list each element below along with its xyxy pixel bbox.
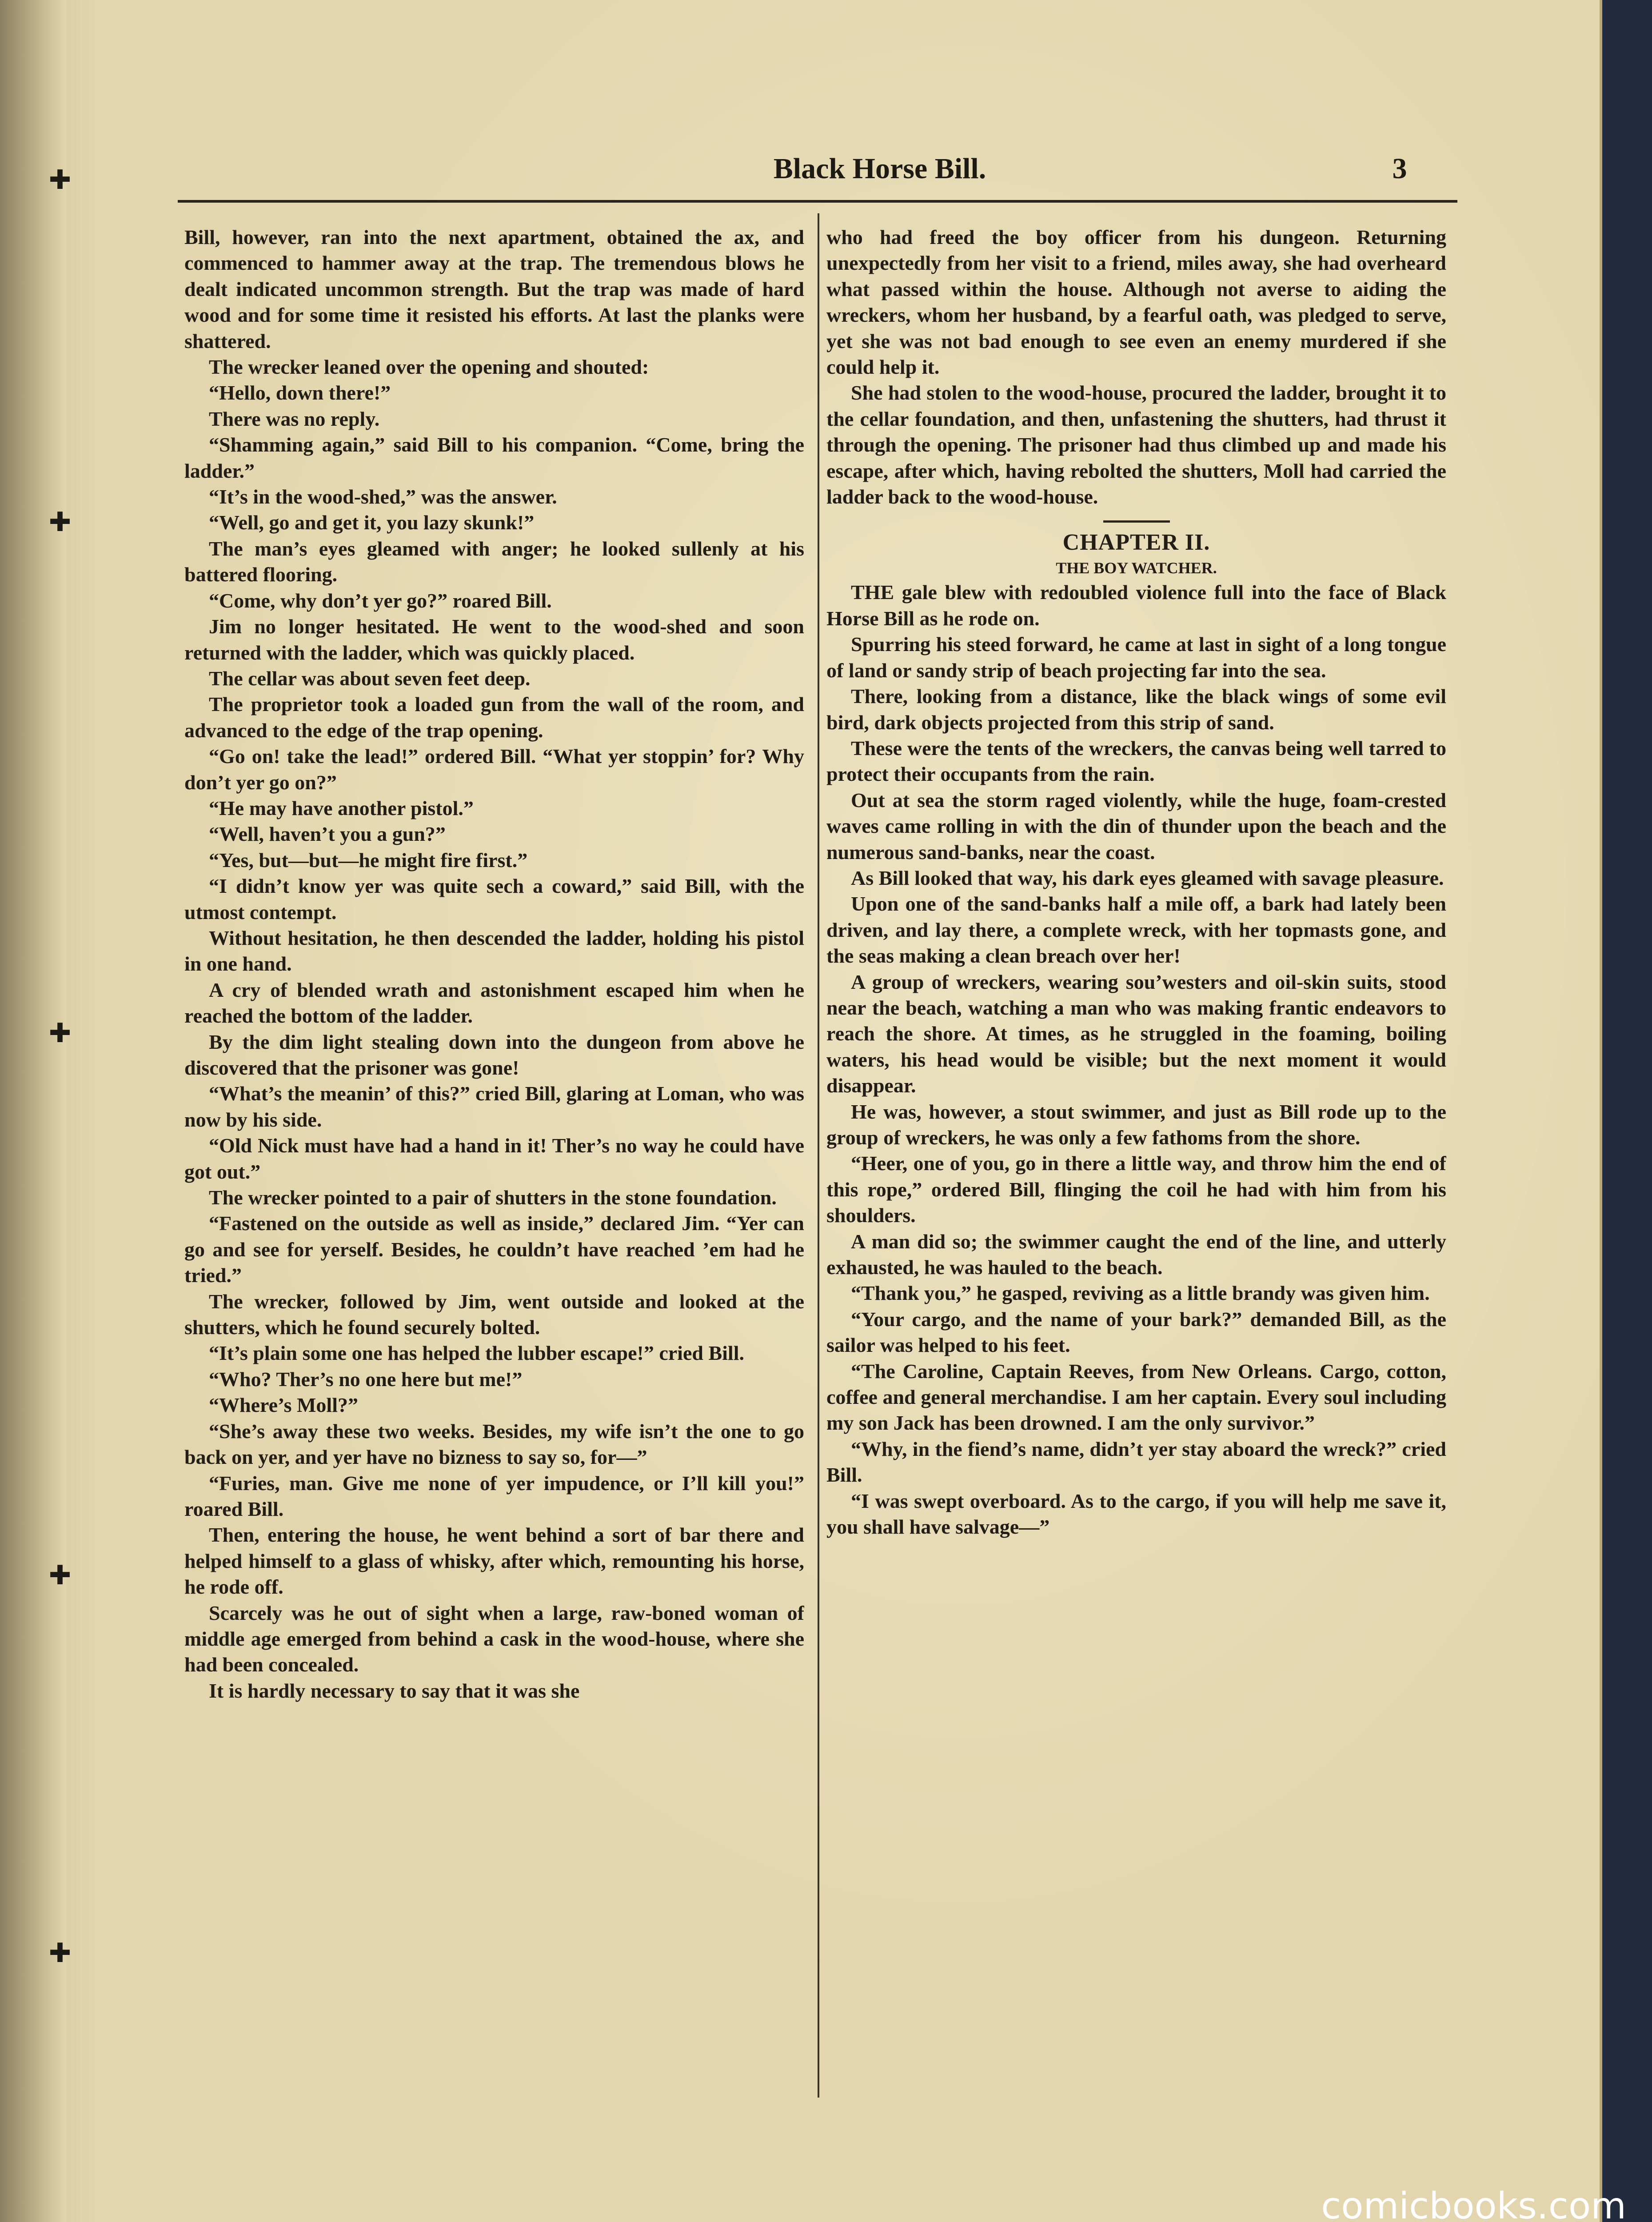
paragraph: Without hesitation, he then descended the ladder, holding his pistol in one hand.: [184, 926, 804, 975]
paragraph: There, looking from a distance, like the black wings of some evil bird, dark objects projected from this strip of sand.: [826, 685, 1446, 734]
paragraph: “Your cargo, and the name of your bark?” demanded Bill, as the sailor was helped to his feet.: [826, 1307, 1446, 1357]
paragraph: “Furies, man. Give me none of yer impudence, or I’ll kill you!” roared Bill.: [184, 1471, 804, 1520]
site-watermark: comicbooks.com: [1321, 2185, 1626, 2222]
header-rule: [178, 200, 1457, 203]
paragraph: “Yes, but—but—he might fire first.”: [209, 848, 528, 871]
binding-stitch-icon: ✚: [48, 1018, 72, 1049]
paragraph: “What’s the meanin’ of this?” cried Bill, glaring at Loman, who was now by his side.: [184, 1082, 804, 1131]
paragraph: Out at sea the storm raged violently, while the huge, foam-crested waves came rolling in with the din of thunder upon the beach and the numerous sand-banks, near the coast.: [826, 788, 1446, 863]
paragraph: Spurring his steed forward, he came at last in sight of a long tongue of land or sandy strip of beach projecting far into the sea.: [826, 633, 1446, 682]
binding-gutter: [0, 0, 67, 2222]
paragraph: The wrecker pointed to a pair of shutters in the stone foundation.: [209, 1186, 777, 1209]
paragraph: The wrecker, followed by Jim, went outside and looked at the shutters, which he found securely bolted.: [184, 1290, 804, 1339]
paragraph: He was, however, a stout swimmer, and just as Bill rode up to the group of wreckers, he was only a few fathoms from the shore.: [826, 1100, 1446, 1149]
paragraph: Jim no longer hesitated. He went to the wood-shed and soon returned with the ladder, which was quickly placed.: [184, 615, 804, 664]
paragraph: The cellar was about seven feet deep.: [209, 667, 531, 690]
paragraph: Scarcely was he out of sight when a large, raw-boned woman of middle age emerged from behind a cask in the wood-house, where she had been concealed.: [184, 1601, 804, 1676]
paragraph: The man’s eyes gleamed with anger; he looked sullenly at his battered flooring.: [184, 537, 804, 586]
paragraph: “Why, in the fiend’s name, didn’t yer stay aboard the wreck?” cried Bill.: [826, 1437, 1446, 1487]
paragraph: She had stolen to the wood-house, procured the ladder, brought it to the cellar foundation, and then, unfastening the shutters, had thrust it through the opening. The prisoner had thus climbed up and made his escape, after which, having rebolted the shutters, Moll had carried the ladder back to the wood-house.: [826, 381, 1446, 508]
paragraph: “I was swept overboard. As to the cargo, if you will help me save it, you shall have salvage—”: [826, 1489, 1446, 1539]
paragraph: “Well, go and get it, you lazy skunk!”: [209, 511, 535, 534]
paragraph: “I didn’t know yer was quite sech a coward,” said Bill, with the utmost contempt.: [184, 875, 804, 923]
chapter-rule: [1103, 520, 1170, 523]
column-divider: [818, 213, 819, 2098]
paragraph: THE gale blew with redoubled violence full into the face of Black Horse Bill as he rode on.: [826, 581, 1446, 630]
paragraph: Bill, however, ran into the next apartment, obtained the ax, and commenced to hammer away at the trap. The tremendous blows he dealt indicated uncommon strength. But the trap was made of hard wood and for some time it resisted his efforts. At last the planks were shattered.: [184, 226, 804, 352]
paragraph: who had freed the boy officer from his dungeon. Returning unexpectedly from her visit to a friend, miles away, she had overheard what passed within the house. Although not averse to aiding the wreckers, whom her husband, by a fearful oath, was pledged to serve, yet she was not bad enough to see even an enemy murdered if she could help it.: [826, 226, 1446, 379]
paragraph: “He may have another pistol.”: [209, 796, 474, 819]
paragraph: “Come, why don’t yer go?” roared Bill.: [209, 589, 552, 612]
paragraph: “Thank you,” he gasped, reviving as a little brandy was given him.: [851, 1282, 1430, 1305]
paragraph: The proprietor took a loaded gun from the wall of the room, and advanced to the edge of the trap opening.: [184, 693, 804, 742]
paragraph: Then, entering the house, he went behind a sort of bar there and helped himself to a glass of whisky, after which, remounting his horse, he rode off.: [184, 1523, 804, 1599]
paragraph: There was no reply.: [209, 407, 380, 430]
paragraph: “Well, haven’t you a gun?”: [209, 823, 446, 846]
paragraph: A group of wreckers, wearing sou’westers and oil-skin suits, stood near the beach, watching a man who was making frantic endeavors to reach the shore. At times, as he struggled in the foaming, boiling waters, his head would be visible; but the next moment it would disappear.: [826, 970, 1446, 1097]
paragraph: “Fastened on the outside as well as inside,” declared Jim. “Yer can go and see for yerself. Besides, he couldn’t have reached ’em had he tried.”: [184, 1212, 804, 1287]
chapter-heading: CHAPTER II.: [1062, 530, 1210, 556]
paragraph: “It’s in the wood-shed,” was the answer.: [209, 485, 557, 508]
running-title: Black Horse Bill.: [773, 152, 986, 185]
chapter-subtitle: THE BOY WATCHER.: [1056, 559, 1217, 577]
binding-stitch-icon: ✚: [48, 507, 72, 538]
paragraph: These were the tents of the wreckers, the canvas being well tarred to protect their occupants from the rain.: [826, 736, 1446, 786]
binding-stitch-icon: ✚: [48, 1938, 72, 1969]
paragraph: “Who? Ther’s no one here but me!”: [209, 1367, 523, 1391]
right-column: [826, 224, 1446, 2091]
paragraph: “Shamming again,” said Bill to his companion. “Come, bring the ladder.”: [184, 433, 804, 482]
paragraph: “Go on! take the lead!” ordered Bill. “What yer stoppin’ for? Why don’t yer go on?”: [184, 745, 804, 794]
paragraph: “The Caroline, Captain Reeves, from New Orleans. Cargo, cotton, coffee and general merchandise. I am her captain. Every soul including my son Jack has been drowned. I am the only survivor.”: [826, 1359, 1446, 1435]
paragraph: “Where’s Moll?”: [209, 1394, 358, 1417]
binding-stitch-icon: ✚: [48, 164, 72, 196]
paragraph: By the dim light stealing down into the dungeon from above he discovered that the prisoner was gone!: [184, 1030, 804, 1079]
binding-stitch-icon: ✚: [48, 1560, 72, 1591]
paragraph: A man did so; the swimmer caught the end of the line, and utterly exhausted, he was hauled to the beach.: [826, 1230, 1446, 1279]
left-column: [184, 224, 804, 2091]
paragraph: A cry of blended wrath and astonishment escaped him when he reached the bottom of the ladder.: [184, 978, 804, 1027]
paragraph: The wrecker leaned over the opening and shouted:: [209, 356, 649, 379]
paragraph: It is hardly necessary to say that it was she: [209, 1679, 580, 1702]
paragraph: “Hello, down there!”: [209, 381, 391, 404]
paragraph: “She’s away these two weeks. Besides, my wife isn’t the one to go back on yer, and yer have no bizness to say so, for—”: [184, 1419, 804, 1469]
paragraph: As Bill looked that way, his dark eyes gleamed with savage pleasure.: [851, 866, 1444, 889]
paragraph: “It’s plain some one has helped the lubber escape!” cried Bill.: [209, 1342, 744, 1365]
page-number: 3: [1392, 152, 1407, 185]
paragraph: “Old Nick must have had a hand in it! Ther’s no way he could have got out.”: [184, 1134, 804, 1183]
paragraph: “Heer, one of you, go in there a little way, and throw him the end of this rope,” ordered Bill, flinging the coil he had with him from his shoulders.: [826, 1152, 1446, 1227]
paragraph: Upon one of the sand-banks half a mile off, a bark had lately been driven, and lay there, a complete wreck, with her topmasts gone, and the seas making a clean breach over her!: [826, 892, 1446, 967]
